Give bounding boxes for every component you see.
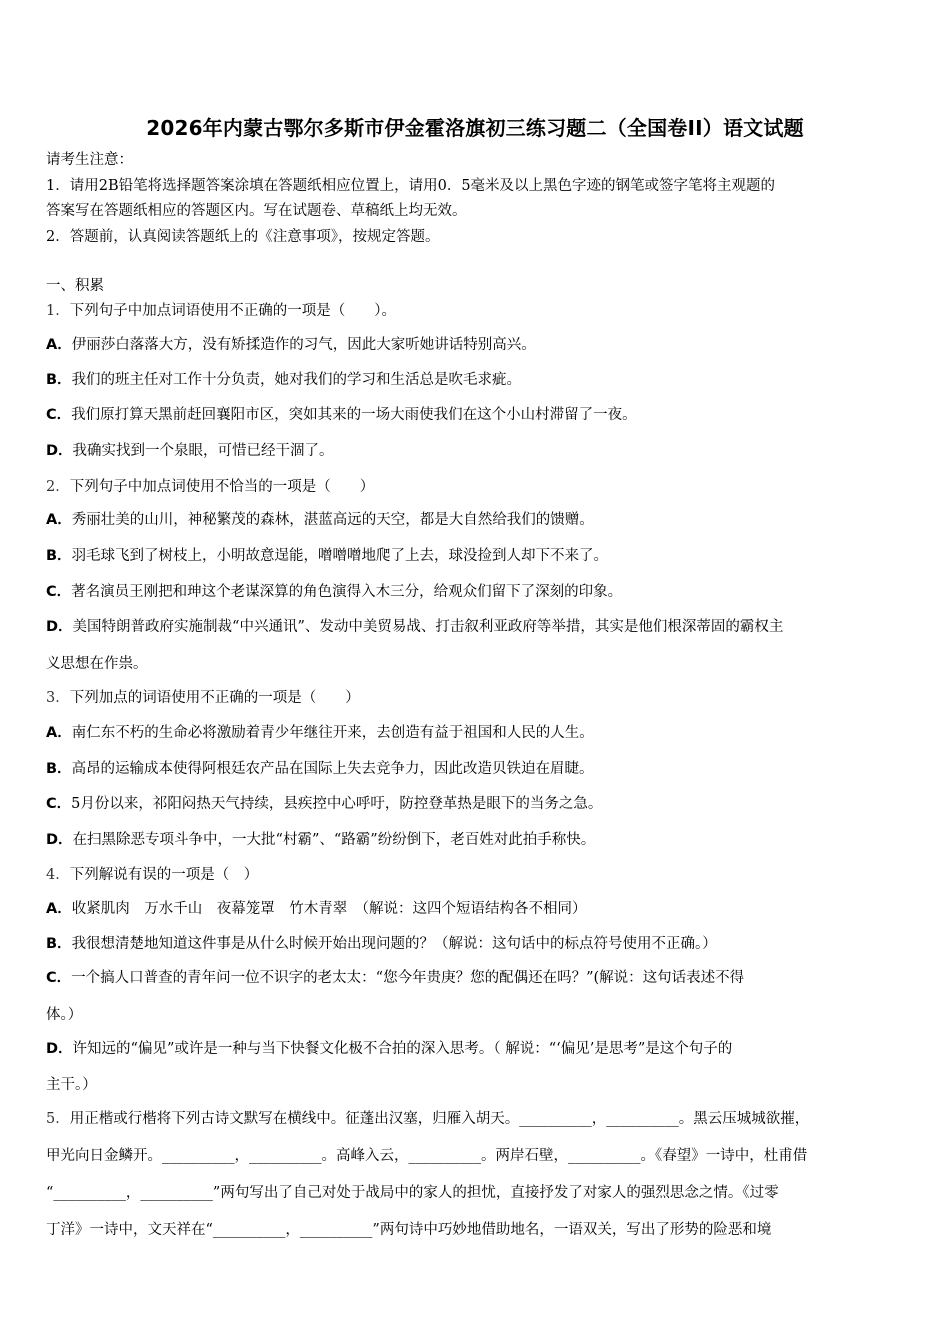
option-text: 我们原打算天黑前赶回襄阳市区，突如其来的一场大雨使我们在这个小山村滞留了一夜。 (71, 407, 637, 423)
question-stem (46, 1109, 916, 1129)
document-title: 2026年内蒙古鄂尔多斯市伊金霍洛旗初三练习题二（全国卷II）语文试题 (146, 116, 804, 140)
option-text: 美国特朗普政府实施制裁“中兴通讯”、发动中美贸易战、打击叙利亚政府等举措，其实是他们根深蒂固的霸权主 (72, 619, 784, 635)
option-b (46, 934, 916, 954)
section-heading: 一、积累 (46, 278, 104, 294)
option-c (46, 794, 916, 814)
option-a (46, 723, 916, 743)
question-text: 下列句子中加点词使用不恰当的一项是（ ） (69, 479, 375, 495)
option-text: 羽毛球飞到了树枝上，小明故意逞能，噌噌噌地爬了上去，球没捡到人却下不来了。 (71, 548, 609, 564)
option-text: 我很想清楚地知道这件事是从什么时候开始出现问题的？（解说：这句话中的标点符号使用不正确。） (71, 936, 717, 952)
option-b (46, 759, 916, 779)
option-c-continued: 体。） (46, 1007, 83, 1023)
option-c (46, 968, 916, 988)
question-text-line: “__________，__________”两句写出了自己对处于战局中的家人的担忧，直接抒发了对家人的强烈思念之情。《过零 (46, 1185, 779, 1201)
option-label: C． (46, 584, 72, 600)
question-stem (46, 477, 916, 497)
option-text: 5月份以来，祁阳闷热天气持续，县疾控中心呼吁，防控登革热是眼下的当务之急。 (71, 796, 603, 812)
question-text-line: 甲光向日金鳞开。__________，__________。高峰入云，__________。两岸石壁，__________。《春望》一诗中，杜甫借 (46, 1148, 808, 1164)
option-text: 著名演员王刚把和珅这个老谋深算的角色演得入木三分，给观众们留下了深刻的印象。 (71, 584, 623, 600)
option-label: B． (46, 761, 72, 777)
option-label: D． (46, 443, 73, 459)
option-d (46, 1039, 916, 1059)
question-number: 3． (46, 690, 70, 706)
notice-item: 1．请用2B铅笔将选择题答案涂填在答题纸相应位置上，请用0．5毫米及以上黑色字迹的钢笔或签字笔将主观题的 (46, 178, 776, 194)
option-label: A． (46, 901, 72, 917)
option-text: 收紧肌肉 万水千山 夜幕笼罩 竹木青翠 （解说：这四个短语结构各不相同） (71, 901, 587, 917)
option-text: 伊丽莎白落落大方，没有矫揉造作的习气，因此大家听她讲话特别高兴。 (71, 337, 536, 353)
option-text: 高昂的运输成本使得阿根廷农产品在国际上失去竞争力，因此改造贝铁迫在眉睫。 (71, 761, 594, 777)
question-number: 5． (46, 1111, 70, 1127)
question-text: 用正楷或行楷将下列古诗文默写在横线中。征蓬出汉塞，归雁入胡天。__________，__________。黑云压城城欲摧， (69, 1111, 810, 1127)
option-label: A． (46, 512, 72, 528)
option-label: D． (46, 832, 73, 848)
notice-item: 答案写在答题纸相应的答题区内。写在试题卷、草稿纸上均无效。 (46, 203, 467, 219)
option-label: B． (46, 372, 72, 388)
question-number: 2． (46, 479, 70, 495)
option-label: A． (46, 337, 72, 353)
option-d (46, 441, 916, 461)
option-label: A． (46, 725, 72, 741)
question-stem (46, 688, 916, 708)
option-a (46, 899, 916, 919)
notice-item: 2．答题前，认真阅读答题纸上的《注意事项》，按规定答题。 (46, 229, 440, 245)
option-label: D． (46, 619, 73, 635)
question-number: 4． (46, 867, 70, 883)
question-number: 1． (46, 303, 70, 319)
option-text: 许知远的“偏见”或许是一种与当下快餐文化极不合拍的深入思考。（ 解说：“‘偏见’是思考”是这个句子的 (72, 1041, 733, 1057)
notice-heading: 请考生注意： (46, 152, 133, 168)
option-a (46, 335, 916, 355)
option-label: C． (46, 970, 72, 986)
option-d (46, 617, 916, 637)
question-stem (46, 301, 916, 321)
option-text: 我确实找到一个泉眼，可惜已经干涸了。 (72, 443, 334, 459)
option-c (46, 582, 916, 602)
option-label: D． (46, 1041, 73, 1057)
option-label: C． (46, 796, 72, 812)
question-text: 下列解说有误的一项是（ ） (69, 867, 259, 883)
question-text: 下列句子中加点词语使用不正确的一项是（ ）。 (69, 303, 396, 319)
option-text: 南仁东不朽的生命必将激励着青少年继往开来，去创造有益于祖国和人民的人生。 (71, 725, 594, 741)
question-text: 下列加点的词语使用不正确的一项是（ ） (69, 690, 360, 706)
option-d-continued: 主干。） (46, 1077, 97, 1093)
question-stem (46, 865, 916, 885)
option-text: 我们的班主任对工作十分负责，她对我们的学习和生活总是吹毛求疵。 (71, 372, 522, 388)
option-text: 秀丽壮美的山川，神秘繁茂的森林，湛蓝高远的天空，都是大自然给我们的馈赠。 (71, 512, 594, 528)
option-text: 在扫黑除恶专项斗争中，一大批“村霸”、“路霸”纷纷倒下，老百姓对此拍手称快。 (72, 832, 596, 848)
option-text: 一个搞人口普查的青年问一位不识字的老太太：“您今年贵庚？您的配偶还在吗？”(解说：这句话表述不得 (71, 970, 745, 986)
option-a (46, 510, 916, 530)
option-c (46, 405, 916, 425)
option-b (46, 370, 916, 390)
option-d (46, 830, 916, 850)
option-label: C． (46, 407, 72, 423)
option-d-continued: 义思想在作祟。 (46, 656, 148, 672)
question-text-line: 丁洋》一诗中，文天祥在“__________，__________”两句诗中巧妙地借助地名，一语双关，写出了形势的险恶和境 (46, 1222, 772, 1238)
option-label: B． (46, 936, 72, 952)
option-b (46, 546, 916, 566)
option-label: B． (46, 548, 72, 564)
